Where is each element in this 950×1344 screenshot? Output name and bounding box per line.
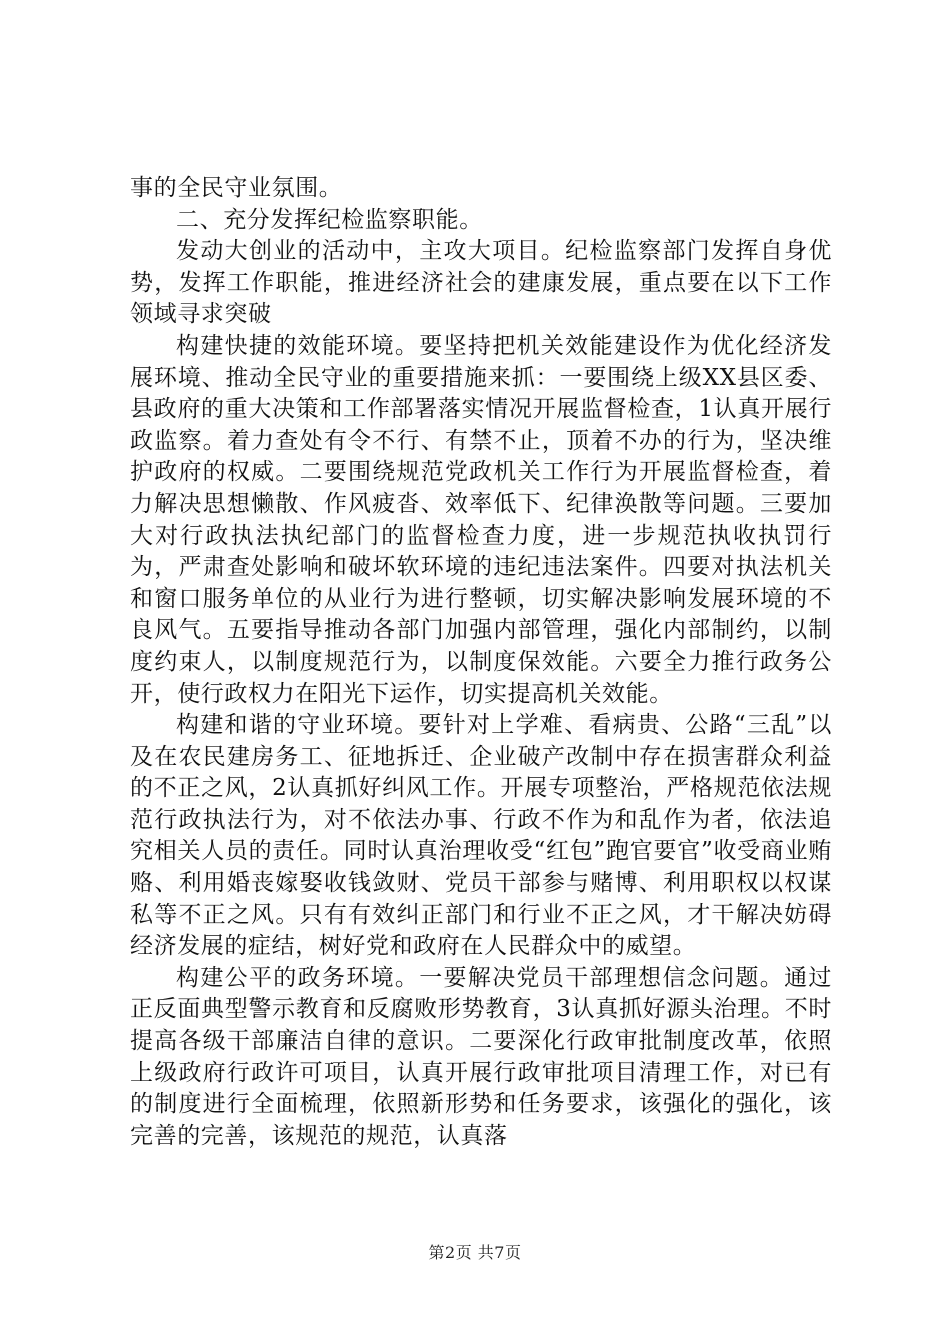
section-heading: 二、充分发挥纪检监察职能。 bbox=[176, 206, 483, 233]
paragraph: 构建快捷的效能环境。要坚持把机关效能建设作为优化经济发展环境、推动全民守业的重要措施来抓：一要围绕上级XX县区委、县政府的重大决策和工作部署落实情况开展监督检查，1认真开展行政监察。着力查处有令不行、有禁不止，顶着不办的行为，坚决维护政府的权威。二要围绕规范党政机关工作行为开展监督检查，着力解决思想懒散、作风疲沓、效率低下、纪律涣散等问题。三要加大对行政执法执纪部门的监督检查力度，进一步规范执收执罚行为，严肃查处影响和破坏软环境的违纪违法案件。四要对执法机关和窗口服务单位的从业行为进行整顿，切实解决影响发展环境的不良风气。五要指导推动各部门加强内部管理，强化内部制约，以制度约束人，以制度规范行为，以制度保效能。六要全力推行政务公开，使行政权力在阳光下运作，切实提高机关效能。 bbox=[130, 332, 832, 707]
page-number-footer: 第2页 共7页 bbox=[428, 1243, 522, 1262]
paragraph: 构建和谐的守业环境。要针对上学难、看病贵、公路“三乱”以及在农民建房务工、征地拆迁、企业破产改制中存在损害群众利益的不正之风，2认真抓好纠风工作。开展专项整治，严格规范依法规范行政执法行为，对不依法办事、行政不作为和乱作为者，依法追究相关人员的责任。同时认真治理收受“红包”跑官要官”收受商业贿赂、利用婚丧嫁娶收钱敛财、党员干部参与赌博、利用职权以权谋私等不正之风。只有有效纠正部门和行业不正之风，才干解决妨碍经济发展的症结，树好党和政府在人民群众中的威望。 bbox=[130, 712, 832, 960]
paragraph: 构建公平的政务环境。一要解决党员干部理想信念问题。通过正反面典型警示教育和反腐败形势教育，3认真抓好源头治理。不时提高各级干部廉洁自律的意识。二要深化行政审批制度改革，依照上级政府行政许可项目，认真开展行政审批项目清理工作，对已有的制度进行全面梳理，依照新形势和任务要求，该强化的强化，该完善的完善，该规范的规范，认真落 bbox=[130, 964, 832, 1149]
paragraph-continuation: 事的全民守业氛围。 bbox=[130, 175, 343, 201]
document-body bbox=[130, 173, 832, 1152]
paragraph: 发动大创业的活动中，主攻大项目。纪检监察部门发挥自身优势，发挥工作职能，推进经济社会的建康发展，重点要在以下工作领域寻求突破 bbox=[130, 238, 832, 328]
